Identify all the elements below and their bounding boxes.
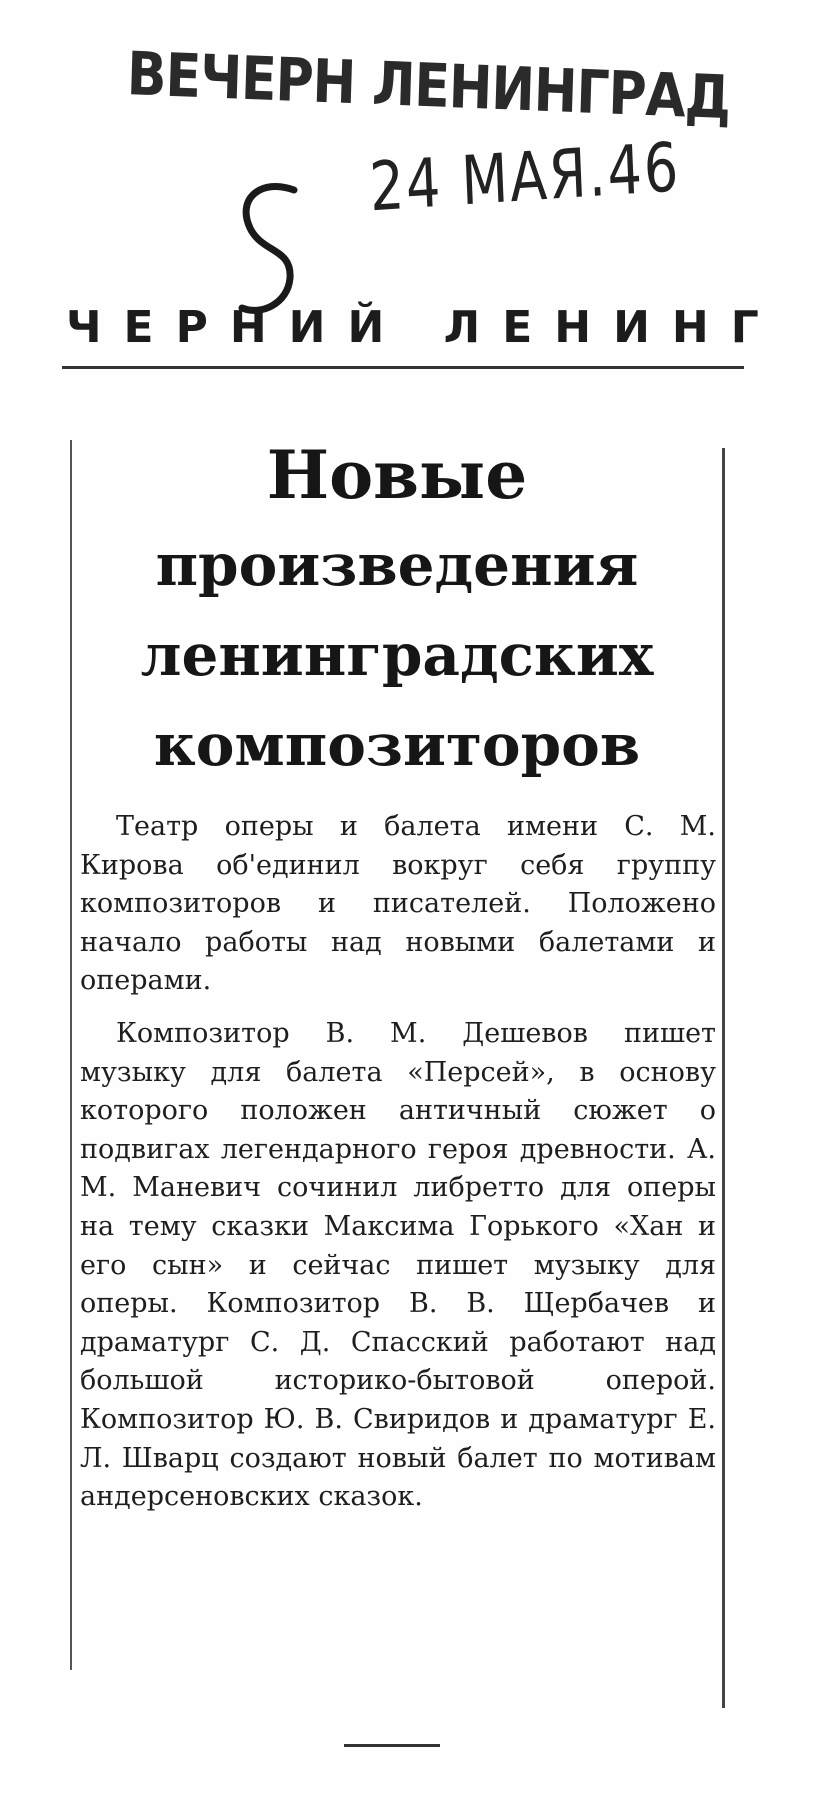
column-border-right [722, 448, 725, 1708]
column-border-left [70, 440, 72, 1670]
headline [80, 430, 714, 790]
stamp-newspaper-name: ВЕЧЕРН ЛЕНИНГРАД [125, 40, 732, 134]
headline-line: композиторов [153, 711, 641, 779]
article-paragraph: Композитор В. М. Дешевов пишет музыку для балета «Персей», в основу которого положен античный сюжет о подвигах легендарного героя древности. А. М. Маневич сочинил либретто для оперы на тему сказки Максима Горького «Хан и его сын» и сейчас пишет музыку для оперы. Композитор В. В. Щербачев и драматург С. Д. Спасский работают над большой историко-бытовой оперой. Композитор Ю. В. Свиридов и драматург Е. Л. Шварц создают новый балет по мотивам андерсеновских сказок. [80, 1017, 716, 1513]
stamp-date: 24 МАЯ.46 [368, 127, 682, 227]
article-paragraph: Театр оперы и балета имени С. М. Кирова об'единил вокруг себя группу композиторов и писателей. Положено начало работы над новыми балетами и операми. [80, 811, 716, 997]
article-body [80, 808, 716, 1531]
end-rule [344, 1744, 440, 1747]
masthead-rule [62, 366, 744, 369]
headline-line: ленинградских [140, 621, 654, 689]
headline-line: произведения [155, 531, 639, 599]
headline-line: Новые [266, 436, 528, 514]
masthead: ЧЕРНИЙ ЛЕНИНГ [66, 302, 781, 353]
